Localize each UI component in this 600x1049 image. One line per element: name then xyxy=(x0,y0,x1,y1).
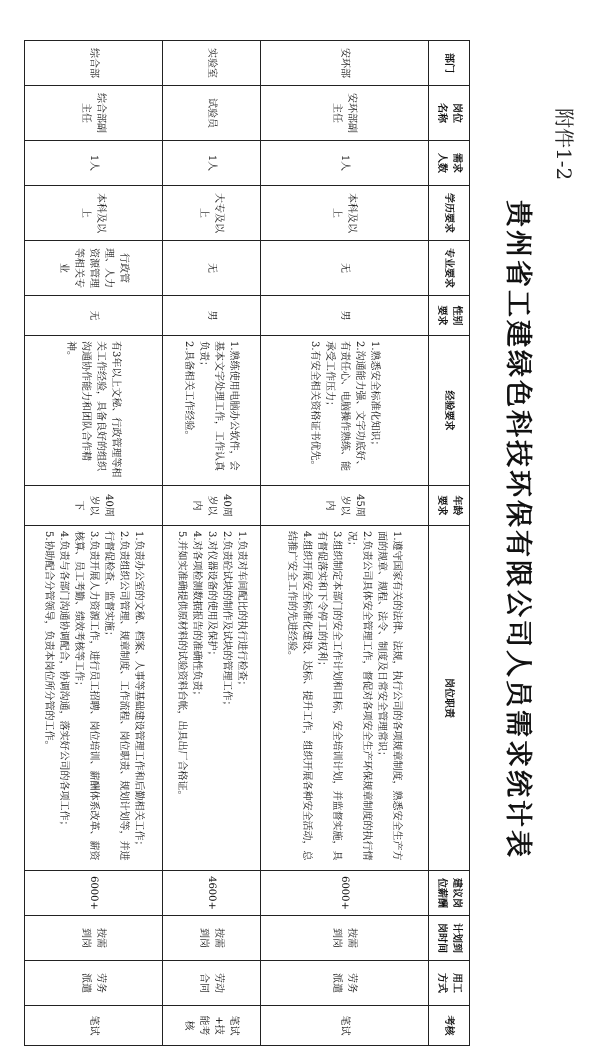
duty-item: 1.遵守国家有关的法律、法规，执行公司的各项规章制度，熟悉安全生产方面的规章、规程、法令、制度及日常安全管理常识； xyxy=(376,531,403,861)
header-major: 专业要求 xyxy=(429,241,470,296)
experience-item: 2.具备相关工作经验。 xyxy=(183,341,195,441)
cell-assessment: 笔试 xyxy=(261,1006,429,1046)
experience-item: 3.有安全相关资格证书优先。 xyxy=(309,341,320,471)
cell-gender: 无 xyxy=(25,296,163,336)
table-header-row xyxy=(429,41,470,1046)
duty-item: 3.负责开展人力资源工作，进行员工招聘、岗位培训、薪酬体系改革、薪资核算、员工考勤、绩效考核等工作； xyxy=(73,531,99,861)
cell-assessment: 笔试+技能考核 xyxy=(163,1006,261,1046)
header-salary: 建议岗位薪酬 xyxy=(429,871,470,916)
header-position: 岗位名称 xyxy=(429,86,470,141)
duty-item: 2.负责组织公司管理、规章制度、工作流程、岗位职责、规划计划等，并进行督促检查、监督实施； xyxy=(103,531,129,861)
header-arrival: 计划到岗时间 xyxy=(429,916,470,961)
header-count: 需求人数 xyxy=(429,141,470,186)
cell-duties xyxy=(25,526,163,871)
cell-duties xyxy=(261,526,429,871)
cell-employment: 劳务派遣 xyxy=(25,961,163,1006)
cell-duties xyxy=(163,526,261,871)
experience-item: 2.沟通能力强、文字功底好、有责任心、电脑操作熟练、能承受工作压力； xyxy=(324,341,365,471)
cell-age: 40周岁以内 xyxy=(163,486,261,526)
cell-major: 无 xyxy=(163,241,261,296)
cell-employment: 劳务派遣 xyxy=(261,961,429,1006)
cell-department: 实验室 xyxy=(163,41,261,86)
cell-age: 40周岁以下 xyxy=(25,486,163,526)
cell-gender: 男 xyxy=(261,296,429,336)
cell-position: 安环部副主任 xyxy=(261,86,429,141)
cell-count: 1人 xyxy=(163,141,261,186)
cell-arrival: 按需到岗 xyxy=(25,916,163,961)
header-duties: 岗位职责 xyxy=(429,526,470,871)
cell-experience xyxy=(261,336,429,486)
header-experience: 经验要求 xyxy=(429,336,470,486)
cell-education: 本科及以上 xyxy=(261,186,429,241)
duty-item: 1.负责办公室的文秘、档案、人事等基础建设管理工作和后勤相关工作； xyxy=(133,531,144,851)
cell-count: 1人 xyxy=(261,141,429,186)
duty-item: 3.组织制定本部门的安全工作计划和目标，安全培训计划，并监督实施，具有督促落实和下令停工的权利； xyxy=(316,531,343,861)
duty-item: 4.负责与各部门沟通协调配合，协调沟通，落实好公司的各项工作； xyxy=(58,531,69,831)
cell-count: 1人 xyxy=(25,141,163,186)
cell-position: 试验员 xyxy=(163,86,261,141)
duty-item: 5.协助配合分管领导，负责本岗位所分管的工作。 xyxy=(43,531,54,751)
cell-employment: 劳动合同 xyxy=(163,961,261,1006)
cell-education: 本科及以上 xyxy=(25,186,163,241)
header-department: 部门 xyxy=(429,41,470,86)
requirements-table xyxy=(24,40,470,1046)
cell-experience xyxy=(25,336,163,486)
cell-major: 无 xyxy=(261,241,429,296)
cell-age: 45周岁以内 xyxy=(261,486,429,526)
duty-item: 5.并如实准确提供原材料的试验资料台帐，出具出厂合格证。 xyxy=(176,531,187,801)
duty-item: 4.组织开展安全标准化建设、达标、提升工作，组织开展各种安全活动，总结推广安全工作的先进经验。 xyxy=(286,531,313,861)
cell-department: 安环部 xyxy=(261,41,429,86)
duty-item: 3.对仪器设备的使用及保护； xyxy=(206,531,217,661)
cell-education: 大专及以上 xyxy=(163,186,261,241)
table-row xyxy=(163,41,261,1046)
header-employment: 用工方式 xyxy=(429,961,470,1006)
cell-arrival: 按需到岗 xyxy=(261,916,429,961)
cell-assessment: 笔试 xyxy=(25,1006,163,1046)
header-education: 学历要求 xyxy=(429,186,470,241)
experience-item: 1.熟练使用电脑办公软件，会基本文字处理工作，工作认真负责； xyxy=(198,341,240,471)
cell-gender: 男 xyxy=(163,296,261,336)
table-row xyxy=(25,41,163,1046)
duty-item: 4.对各项检测数据报告的准确性负责； xyxy=(191,531,202,701)
table-row xyxy=(261,41,429,1046)
duty-item: 2.负责公司具体安全管理工作，督促对各项安全生产环保规章制度的执行情况； xyxy=(346,531,373,861)
duty-item: 2.负责砼试块的制作及试块的管理工作； xyxy=(221,531,232,711)
cell-salary: 6000+ xyxy=(25,871,163,916)
document-title: 贵州省工建绿色科技环保有限公司人员需求统计表 xyxy=(502,200,533,860)
cell-salary: 6000+ xyxy=(261,871,429,916)
cell-experience xyxy=(163,336,261,486)
cell-arrival: 按需到岗 xyxy=(163,916,261,961)
cell-department: 综合部 xyxy=(25,41,163,86)
experience-item: 有3年以上文秘、行政管理等相关工作经验，具备良好的组织沟通协作能力和团队合作精神。 xyxy=(65,341,122,478)
cell-position: 综合部副主任 xyxy=(25,86,163,141)
attachment-label: 附件1-2 xyxy=(552,108,576,181)
header-age: 年龄要求 xyxy=(429,486,470,526)
experience-item: 1.熟悉安全标准化知识； xyxy=(369,341,380,451)
cell-salary: 4600+ xyxy=(163,871,261,916)
duty-item: 1.负责对车间配比的执行进行检查； xyxy=(236,531,247,691)
header-gender: 性别要求 xyxy=(429,296,470,336)
header-assessment: 考核 xyxy=(429,1006,470,1046)
cell-major: 行政管理、人力资源管理等相关专业 xyxy=(25,241,163,296)
